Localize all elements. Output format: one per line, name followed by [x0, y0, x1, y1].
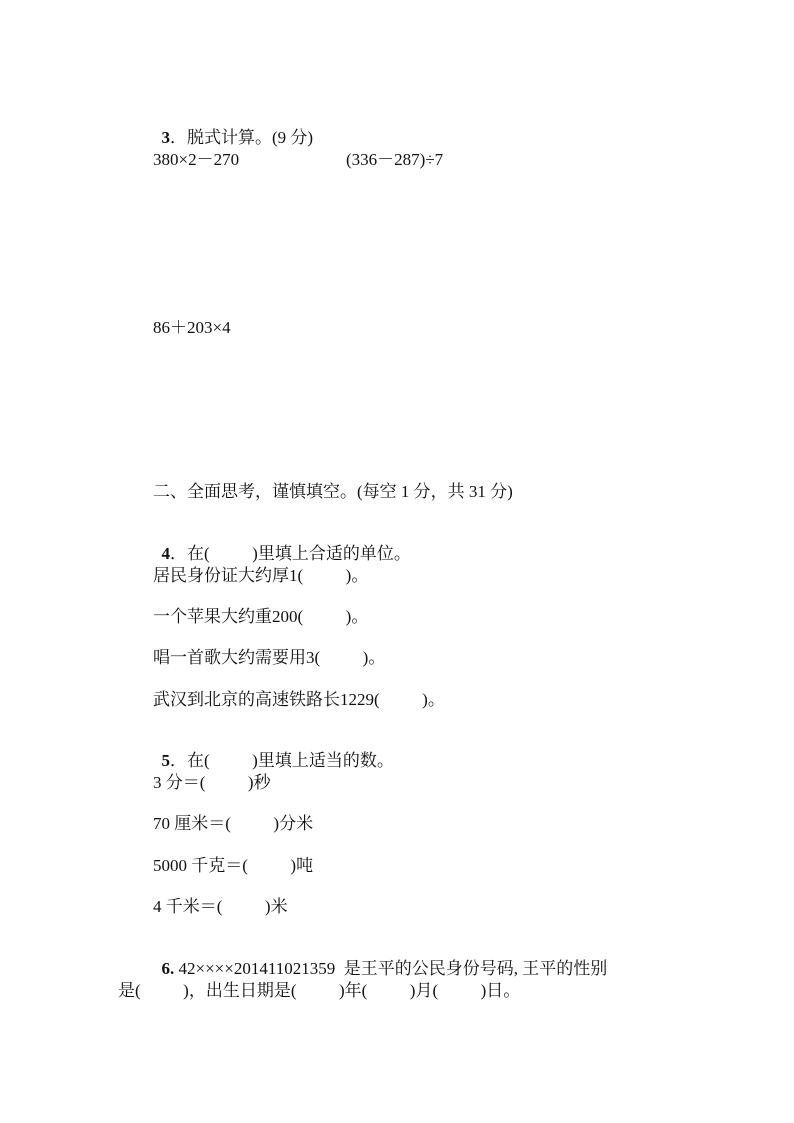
q3-expression-3: 86＋203×4 [153, 318, 231, 337]
q4-number: 4 [161, 544, 170, 563]
q3-number: 3 [161, 128, 170, 147]
q6-number: 6. [161, 959, 175, 978]
section2-heading: 二、全面思考，谨慎填空。(每空 1 分，共 31 分) [153, 482, 513, 501]
q4-item-railway: 武汉到北京的高速铁路长1229( )。 [153, 690, 445, 709]
q3-heading [153, 108, 313, 148]
q4-title: ．在( )里填上合适的单位。 [170, 544, 411, 563]
q5-item-kilometers: 4 千米＝( )米 [153, 897, 288, 916]
q5-number: 5 [161, 751, 170, 770]
q5-item-minutes: 3 分＝( )秒 [153, 773, 271, 792]
q3-title: ．脱式计算。(9 分) [170, 128, 314, 147]
q4-item-apple: 一个苹果大约重200( )。 [153, 607, 369, 626]
q4-heading [153, 524, 411, 564]
q4-item-id-card: 居民身份证大约厚1( )。 [153, 566, 369, 585]
q5-title: ．在( )里填上适当的数。 [170, 751, 394, 770]
q5-item-kilograms: 5000 千克＝( )吨 [153, 856, 314, 875]
q5-item-centimeters: 70 厘米＝( )分米 [153, 814, 314, 833]
q6-text-1: 42××××201411021359 是王平的公民身份号码, 王平的性别 [174, 959, 608, 978]
q6-line-2: 是( )，出生日期是( )年( )月( )日。 [118, 981, 521, 1000]
q3-expression-2: (336－287)÷7 [346, 150, 444, 169]
q6-line-1 [153, 939, 607, 979]
q4-item-song: 唱一首歌大约需要用3( )。 [153, 648, 386, 667]
q3-expression-1: 380×2－270 [153, 150, 240, 169]
q5-heading [153, 731, 394, 771]
